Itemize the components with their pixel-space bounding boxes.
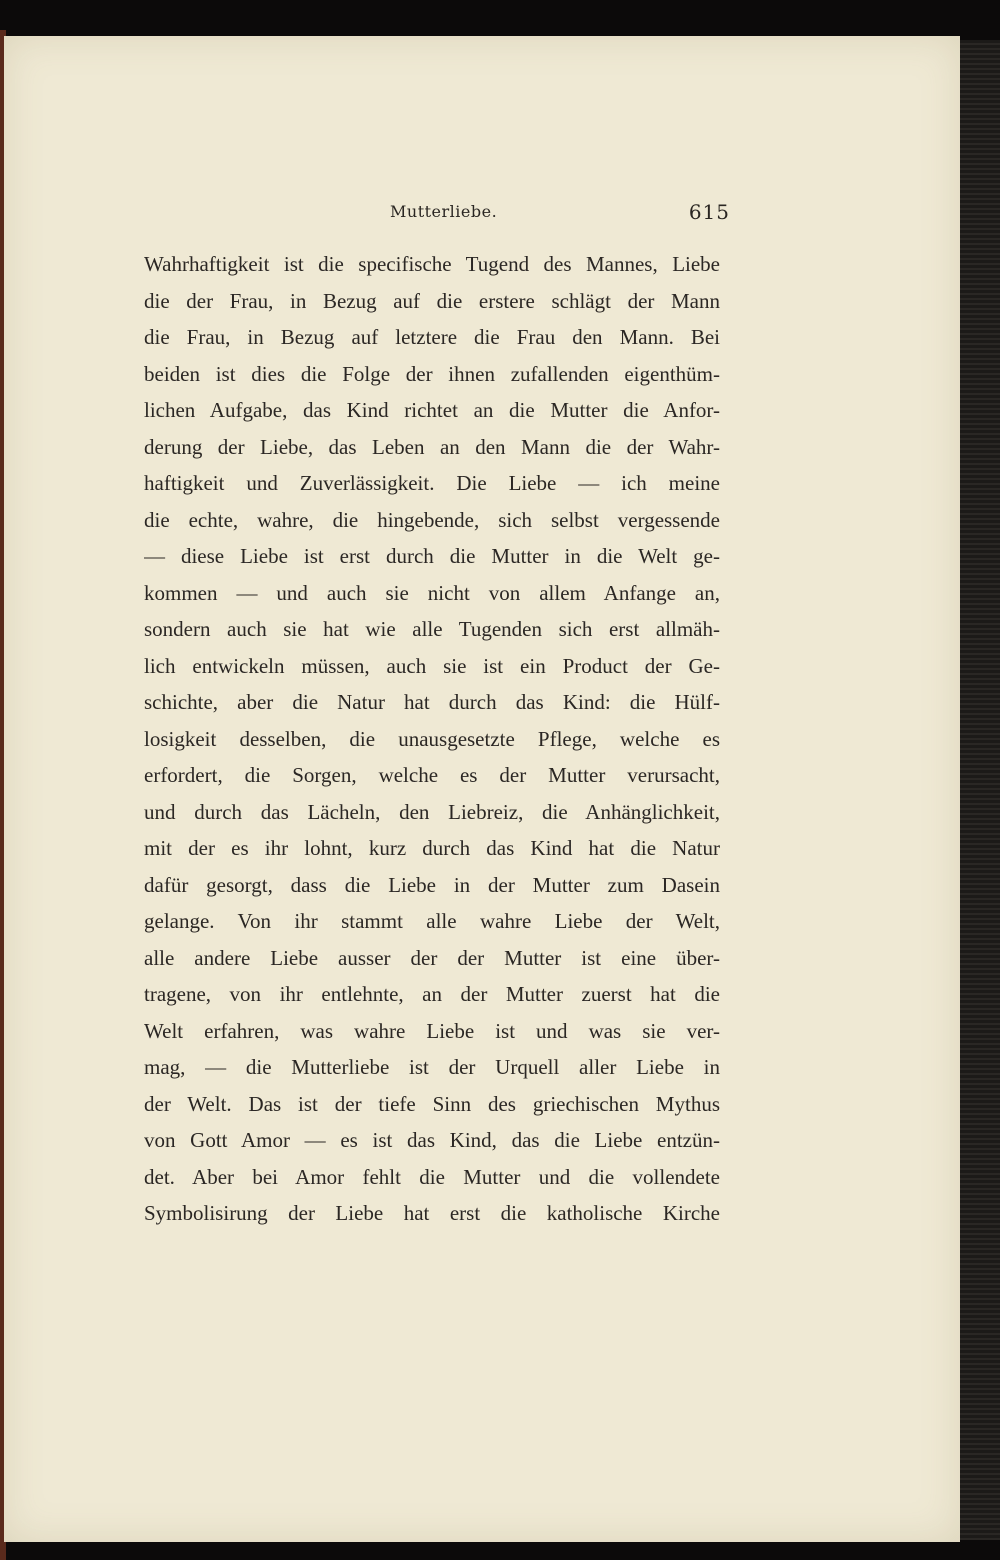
text-line: Symbolisirung der Liebe hat erst die katholische Kirche [144, 1201, 720, 1225]
page-number: 615 [688, 200, 730, 224]
text-line: Welt erfahren, was wahre Liebe ist und was sie ver- [144, 1018, 720, 1043]
text-line: tragene, von ihr entlehnte, an der Mutter zuerst hat die [144, 982, 720, 1006]
text-line: dafür gesorgt, dass die Liebe in der Mutter zum Dasein [144, 872, 720, 897]
text-line: kommen — und auch sie nicht von allem Anfange an, [144, 580, 720, 605]
text-line: erfordert, die Sorgen, welche es der Mutter verursacht, [144, 763, 720, 787]
text-line: die der Frau, in Bezug auf die erstere schlägt der Mann [144, 288, 720, 313]
text-line: Wahrhaftigkeit ist die specifische Tugend des Mannes, Liebe [144, 252, 720, 276]
running-title: Mutterliebe. [390, 202, 498, 221]
text-line: gelange. Von ihr stammt alle wahre Liebe der Welt, [144, 909, 720, 933]
text-line: mit der es ihr lohnt, kurz durch das Kind hat die Natur [144, 836, 720, 860]
body-text [144, 246, 720, 1232]
text-line: losigkeit desselben, die unausgesetzte Pflege, welche es [144, 726, 720, 751]
text-line: schichte, aber die Natur hat durch das Kind: die Hülf- [144, 690, 720, 714]
text-line: sondern auch sie hat wie alle Tugenden sich erst allmäh- [144, 617, 720, 641]
text-line: die echte, wahre, die hingebende, sich selbst vergessende [144, 507, 720, 532]
adjacent-page-edge [960, 40, 1000, 1540]
text-line: der Welt. Das ist der tiefe Sinn des griechischen Mythus [144, 1091, 720, 1116]
text-line: lichen Aufgabe, das Kind richtet an die Mutter die Anfor- [144, 398, 720, 422]
text-line: beiden ist dies die Folge der ihnen zufallenden eigenthüm- [144, 361, 720, 386]
text-line: von Gott Amor — es ist das Kind, das die Liebe entzün- [144, 1128, 720, 1152]
text-line: mag, — die Mutterliebe ist der Urquell aller Liebe in [144, 1055, 720, 1079]
text-line: — diese Liebe ist erst durch die Mutter in die Welt ge- [144, 544, 720, 568]
text-line: derung der Liebe, das Leben an den Mann die der Wahr- [144, 434, 720, 459]
text-line: die Frau, in Bezug auf letztere die Frau den Mann. Bei [144, 325, 720, 349]
text-line: lich entwickeln müssen, auch sie ist ein Product der Ge- [144, 653, 720, 678]
text-line: haftigkeit und Zuverlässigkeit. Die Liebe — ich meine [144, 471, 720, 495]
page-header [140, 200, 730, 230]
text-line: alle andere Liebe ausser der der Mutter ist eine über- [144, 945, 720, 970]
text-line: det. Aber bei Amor fehlt die Mutter und die vollendete [144, 1164, 720, 1189]
text-line: und durch das Lächeln, den Liebreiz, die Anhänglichkeit, [144, 799, 720, 824]
